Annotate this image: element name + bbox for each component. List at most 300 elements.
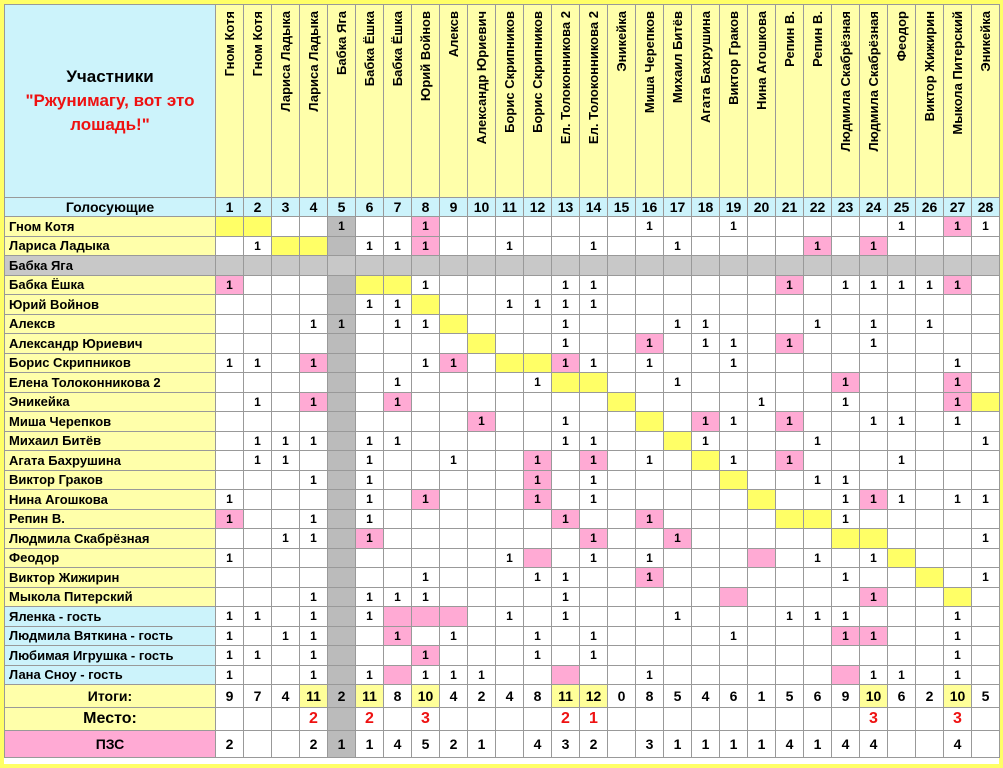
vote-cell xyxy=(384,665,412,685)
participant-name: Лариса Ладыка xyxy=(277,11,293,112)
pzs-cell: 4 xyxy=(524,731,552,758)
pzs-row xyxy=(5,731,1000,758)
vote-cell xyxy=(916,373,944,393)
vote-cell xyxy=(832,314,860,334)
vote-cell xyxy=(468,626,496,646)
vote-cell: 1 xyxy=(944,665,972,685)
total-cell: 7 xyxy=(244,685,272,708)
vote-cell xyxy=(244,529,272,549)
vote-cell xyxy=(328,665,356,685)
vote-cell xyxy=(748,431,776,451)
vote-cell xyxy=(328,451,356,471)
voter-name: Агата Бахрушина xyxy=(5,451,216,471)
vote-cell: 1 xyxy=(412,587,440,607)
participant-number: 6 xyxy=(356,198,384,217)
vote-cell: 1 xyxy=(804,314,832,334)
vote-cell xyxy=(468,490,496,510)
vote-cell xyxy=(916,626,944,646)
vote-cell xyxy=(944,236,972,256)
vote-cell xyxy=(916,451,944,471)
vote-cell: 1 xyxy=(384,626,412,646)
voter-row xyxy=(5,470,1000,490)
vote-cell xyxy=(552,529,580,549)
participant-header xyxy=(524,5,552,198)
vote-cell: 1 xyxy=(524,568,552,588)
vote-cell: 1 xyxy=(300,431,328,451)
voter-row xyxy=(5,236,1000,256)
vote-cell xyxy=(328,256,356,276)
vote-cell xyxy=(832,295,860,315)
vote-cell xyxy=(944,334,972,354)
vote-cell xyxy=(272,392,300,412)
vote-cell xyxy=(692,451,720,471)
vote-cell xyxy=(804,295,832,315)
place-cell xyxy=(328,708,356,731)
vote-cell xyxy=(412,334,440,354)
total-cell: 8 xyxy=(524,685,552,708)
vote-cell xyxy=(412,626,440,646)
vote-cell xyxy=(636,646,664,666)
participant-number: 4 xyxy=(300,198,328,217)
vote-cell xyxy=(916,490,944,510)
pzs-cell xyxy=(272,731,300,758)
vote-cell xyxy=(692,236,720,256)
pzs-cell: 1 xyxy=(468,731,496,758)
vote-cell xyxy=(580,665,608,685)
vote-cell xyxy=(468,217,496,237)
participant-name: Бабка Ёшка xyxy=(389,11,405,87)
vote-cell xyxy=(496,665,524,685)
voter-name: Юрий Войнов xyxy=(5,295,216,315)
vote-cell: 1 xyxy=(832,568,860,588)
vote-cell: 1 xyxy=(552,295,580,315)
vote-cell: 1 xyxy=(972,529,1000,549)
vote-cell xyxy=(496,529,524,549)
vote-cell xyxy=(972,607,1000,627)
vote-cell: 1 xyxy=(216,607,244,627)
vote-cell: 1 xyxy=(720,353,748,373)
vote-cell xyxy=(272,490,300,510)
vote-cell xyxy=(216,568,244,588)
vote-cell xyxy=(888,548,916,568)
vote-cell xyxy=(944,548,972,568)
voter-row xyxy=(5,353,1000,373)
place-cell xyxy=(916,708,944,731)
vote-cell xyxy=(804,353,832,373)
vote-cell xyxy=(580,587,608,607)
total-cell: 6 xyxy=(888,685,916,708)
vote-cell xyxy=(804,665,832,685)
vote-cell: 1 xyxy=(888,451,916,471)
vote-cell: 1 xyxy=(580,529,608,549)
vote-cell: 1 xyxy=(860,490,888,510)
vote-cell: 1 xyxy=(524,470,552,490)
vote-cell: 1 xyxy=(776,607,804,627)
vote-cell xyxy=(356,334,384,354)
vote-cell xyxy=(608,529,636,549)
vote-cell xyxy=(944,431,972,451)
vote-cell xyxy=(664,451,692,471)
vote-cell xyxy=(972,412,1000,432)
vote-cell: 1 xyxy=(300,665,328,685)
voter-row xyxy=(5,256,1000,276)
vote-cell xyxy=(412,256,440,276)
voter-name: Александр Юриевич xyxy=(5,334,216,354)
vote-cell xyxy=(720,587,748,607)
voter-name: Людмила Вяткина - гость xyxy=(5,626,216,646)
vote-cell: 1 xyxy=(944,490,972,510)
vote-cell xyxy=(664,275,692,295)
vote-cell xyxy=(496,275,524,295)
vote-cell xyxy=(748,665,776,685)
total-cell: 2 xyxy=(468,685,496,708)
vote-cell xyxy=(216,431,244,451)
participant-header xyxy=(580,5,608,198)
total-cell: 0 xyxy=(608,685,636,708)
vote-cell xyxy=(412,373,440,393)
vote-cell xyxy=(972,256,1000,276)
voter-row xyxy=(5,412,1000,432)
vote-cell xyxy=(748,626,776,646)
vote-cell xyxy=(916,431,944,451)
vote-cell xyxy=(384,470,412,490)
vote-cell: 1 xyxy=(888,412,916,432)
vote-cell: 1 xyxy=(776,412,804,432)
vote-cell: 1 xyxy=(244,431,272,451)
total-cell: 11 xyxy=(552,685,580,708)
vote-cell xyxy=(580,373,608,393)
vote-cell xyxy=(468,353,496,373)
vote-cell xyxy=(300,295,328,315)
participant-number: 14 xyxy=(580,198,608,217)
vote-cell xyxy=(776,509,804,529)
vote-cell: 1 xyxy=(552,607,580,627)
vote-cell: 1 xyxy=(944,412,972,432)
voter-name: Людмила Скабрёзная xyxy=(5,529,216,549)
vote-cell xyxy=(244,373,272,393)
participant-header xyxy=(804,5,832,198)
vote-cell: 1 xyxy=(832,509,860,529)
participant-header xyxy=(944,5,972,198)
place-cell xyxy=(776,708,804,731)
vote-cell xyxy=(748,217,776,237)
vote-cell xyxy=(860,646,888,666)
vote-cell xyxy=(776,295,804,315)
voter-name: Мыкола Питерский xyxy=(5,587,216,607)
participant-number: 23 xyxy=(832,198,860,217)
vote-cell: 1 xyxy=(720,217,748,237)
vote-cell xyxy=(412,509,440,529)
vote-cell: 1 xyxy=(944,646,972,666)
vote-cell xyxy=(244,490,272,510)
vote-cell xyxy=(888,256,916,276)
vote-cell xyxy=(916,334,944,354)
voter-name: Гном Котя xyxy=(5,217,216,237)
pzs-cell: 4 xyxy=(776,731,804,758)
vote-cell xyxy=(412,529,440,549)
place-cell xyxy=(972,708,1000,731)
vote-cell: 1 xyxy=(356,295,384,315)
vote-cell xyxy=(944,587,972,607)
vote-cell xyxy=(888,529,916,549)
total-cell: 10 xyxy=(412,685,440,708)
pzs-cell xyxy=(608,731,636,758)
vote-cell xyxy=(356,314,384,334)
vote-cell xyxy=(692,587,720,607)
vote-cell xyxy=(720,529,748,549)
vote-cell xyxy=(384,353,412,373)
vote-cell: 1 xyxy=(944,392,972,412)
vote-cell xyxy=(860,451,888,471)
vote-cell: 1 xyxy=(552,509,580,529)
vote-cell xyxy=(776,470,804,490)
vote-cell xyxy=(216,470,244,490)
vote-cell xyxy=(888,587,916,607)
vote-cell xyxy=(748,451,776,471)
vote-cell: 1 xyxy=(580,236,608,256)
voter-name: Эникейка xyxy=(5,392,216,412)
vote-cell xyxy=(356,373,384,393)
voter-row xyxy=(5,431,1000,451)
vote-cell: 1 xyxy=(356,587,384,607)
vote-cell xyxy=(300,275,328,295)
participant-number: 22 xyxy=(804,198,832,217)
place-cell xyxy=(440,708,468,731)
vote-cell xyxy=(300,451,328,471)
vote-cell xyxy=(720,548,748,568)
pzs-cell: 1 xyxy=(748,731,776,758)
vote-cell xyxy=(244,275,272,295)
vote-cell xyxy=(776,236,804,256)
vote-cell xyxy=(440,373,468,393)
vote-cell xyxy=(412,295,440,315)
vote-cell: 1 xyxy=(300,392,328,412)
vote-cell xyxy=(636,373,664,393)
place-cell xyxy=(692,708,720,731)
vote-cell xyxy=(776,529,804,549)
vote-cell: 1 xyxy=(552,431,580,451)
vote-cell: 1 xyxy=(384,236,412,256)
vote-cell xyxy=(692,665,720,685)
vote-cell xyxy=(328,626,356,646)
participant-header xyxy=(664,5,692,198)
vote-cell xyxy=(944,314,972,334)
vote-cell xyxy=(524,548,552,568)
vote-cell xyxy=(300,256,328,276)
vote-cell xyxy=(524,353,552,373)
vote-cell xyxy=(552,626,580,646)
vote-cell xyxy=(412,431,440,451)
vote-cell xyxy=(552,470,580,490)
vote-cell: 1 xyxy=(580,295,608,315)
voter-name: Борис Скрипников xyxy=(5,353,216,373)
vote-cell: 1 xyxy=(216,665,244,685)
vote-cell: 1 xyxy=(496,236,524,256)
vote-cell xyxy=(216,314,244,334)
vote-cell xyxy=(272,334,300,354)
vote-cell xyxy=(496,568,524,588)
vote-cell: 1 xyxy=(244,236,272,256)
vote-cell xyxy=(972,509,1000,529)
vote-cell xyxy=(972,236,1000,256)
vote-cell xyxy=(608,451,636,471)
vote-cell xyxy=(720,314,748,334)
vote-cell: 1 xyxy=(272,431,300,451)
vote-cell: 1 xyxy=(860,626,888,646)
vote-cell xyxy=(916,353,944,373)
vote-cell xyxy=(664,353,692,373)
vote-cell: 1 xyxy=(384,431,412,451)
pzs-cell xyxy=(244,731,272,758)
vote-cell: 1 xyxy=(580,490,608,510)
vote-cell: 1 xyxy=(720,334,748,354)
total-cell: 5 xyxy=(972,685,1000,708)
total-cell: 6 xyxy=(804,685,832,708)
vote-cell xyxy=(216,334,244,354)
vote-cell xyxy=(468,236,496,256)
vote-cell xyxy=(720,509,748,529)
vote-cell xyxy=(440,256,468,276)
vote-cell xyxy=(496,451,524,471)
vote-cell xyxy=(468,470,496,490)
participant-header xyxy=(636,5,664,198)
vote-cell xyxy=(356,275,384,295)
pzs-label: ПЗС xyxy=(5,731,216,758)
vote-cell: 1 xyxy=(552,334,580,354)
vote-cell xyxy=(776,626,804,646)
vote-cell xyxy=(776,490,804,510)
voter-name: Бабка Яга xyxy=(5,256,216,276)
vote-cell xyxy=(972,470,1000,490)
vote-cell xyxy=(244,568,272,588)
vote-cell: 1 xyxy=(692,314,720,334)
vote-cell: 1 xyxy=(216,548,244,568)
vote-cell: 1 xyxy=(216,490,244,510)
vote-cell: 1 xyxy=(916,275,944,295)
participant-number: 11 xyxy=(496,198,524,217)
vote-cell: 1 xyxy=(804,470,832,490)
voter-row xyxy=(5,529,1000,549)
vote-cell xyxy=(524,529,552,549)
vote-cell xyxy=(664,626,692,646)
vote-cell xyxy=(692,256,720,276)
vote-cell: 1 xyxy=(720,412,748,432)
vote-cell xyxy=(272,373,300,393)
vote-cell xyxy=(720,275,748,295)
vote-cell: 1 xyxy=(580,431,608,451)
place-cell: 2 xyxy=(356,708,384,731)
vote-cell xyxy=(888,314,916,334)
total-cell: 11 xyxy=(356,685,384,708)
voter-row xyxy=(5,490,1000,510)
vote-cell xyxy=(972,646,1000,666)
vote-cell: 1 xyxy=(580,275,608,295)
vote-cell xyxy=(972,275,1000,295)
vote-cell xyxy=(440,334,468,354)
vote-cell: 1 xyxy=(300,607,328,627)
vote-cell: 1 xyxy=(244,392,272,412)
place-cell: 3 xyxy=(944,708,972,731)
participant-name: Лариса Ладыка xyxy=(305,11,321,112)
vote-cell xyxy=(356,568,384,588)
vote-cell xyxy=(692,646,720,666)
vote-cell xyxy=(328,334,356,354)
participant-number: 7 xyxy=(384,198,412,217)
vote-cell xyxy=(300,236,328,256)
voter-name: Лана Сноу - гость xyxy=(5,665,216,685)
vote-cell xyxy=(552,490,580,510)
vote-cell xyxy=(692,529,720,549)
vote-cell: 1 xyxy=(552,412,580,432)
vote-cell xyxy=(244,548,272,568)
vote-cell: 1 xyxy=(300,626,328,646)
vote-cell xyxy=(664,568,692,588)
vote-cell xyxy=(860,607,888,627)
vote-cell: 1 xyxy=(356,665,384,685)
vote-cell xyxy=(804,334,832,354)
vote-cell xyxy=(384,217,412,237)
vote-cell xyxy=(888,334,916,354)
voter-row xyxy=(5,451,1000,471)
vote-cell: 1 xyxy=(412,236,440,256)
vote-cell xyxy=(888,509,916,529)
vote-cell xyxy=(860,256,888,276)
place-cell xyxy=(664,708,692,731)
vote-cell: 1 xyxy=(636,353,664,373)
place-cell xyxy=(384,708,412,731)
voters-label: Голосующие xyxy=(5,198,216,217)
vote-cell xyxy=(692,607,720,627)
vote-cell xyxy=(384,646,412,666)
participant-header xyxy=(916,5,944,198)
vote-cell xyxy=(972,334,1000,354)
vote-cell xyxy=(300,217,328,237)
vote-cell xyxy=(776,665,804,685)
participant-name: Михаил Битёв xyxy=(669,11,685,104)
participant-name: Бабка Ёшка xyxy=(361,11,377,87)
vote-cell xyxy=(300,490,328,510)
participant-header xyxy=(356,5,384,198)
vote-cell: 1 xyxy=(356,529,384,549)
vote-cell xyxy=(692,509,720,529)
voter-name: Миша Черепков xyxy=(5,412,216,432)
total-cell: 8 xyxy=(636,685,664,708)
vote-cell xyxy=(496,314,524,334)
participant-name: Юрий Войнов xyxy=(417,11,433,102)
pzs-cell: 3 xyxy=(552,731,580,758)
vote-cell xyxy=(748,646,776,666)
place-cell: 3 xyxy=(860,708,888,731)
vote-cell xyxy=(972,548,1000,568)
vote-cell: 1 xyxy=(412,353,440,373)
vote-cell xyxy=(496,626,524,646)
vote-cell xyxy=(888,392,916,412)
vote-cell xyxy=(748,256,776,276)
participant-header xyxy=(328,5,356,198)
vote-cell: 1 xyxy=(664,236,692,256)
vote-cell xyxy=(916,392,944,412)
title-line-2: "Ржунимагу, вот это лошадь!" xyxy=(25,91,195,134)
vote-cell: 1 xyxy=(944,275,972,295)
vote-cell: 1 xyxy=(300,509,328,529)
place-cell xyxy=(524,708,552,731)
participant-name: Борис Скрипников xyxy=(529,11,545,133)
voter-row xyxy=(5,548,1000,568)
vote-cell: 1 xyxy=(412,568,440,588)
vote-cell xyxy=(664,334,692,354)
vote-cell: 1 xyxy=(356,236,384,256)
vote-cell xyxy=(804,373,832,393)
